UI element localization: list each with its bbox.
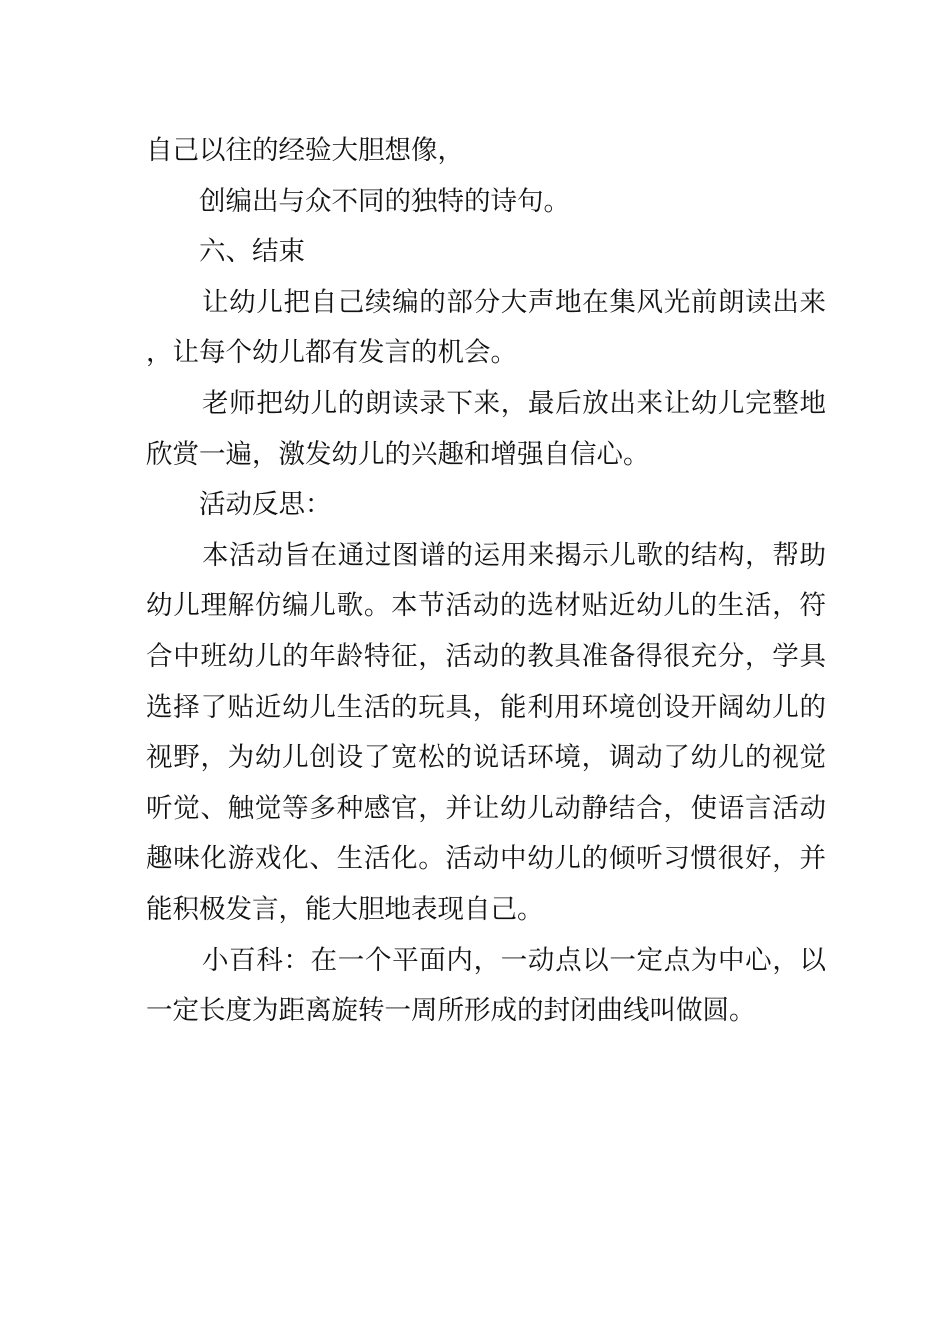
- paragraph-encyclopedia: 小百科：在一个平面内，一动点以一定点为中心，以一定长度为距离旋转一周所形成的封闭曲线叫做圆。: [146, 944, 826, 1027]
- paragraph-recording: 老师把幼儿的朗读录下来，最后放出来让幼儿完整地欣赏一遍，激发幼儿的兴趣和增强自信心。: [146, 387, 826, 470]
- paragraph-reflection: 本活动旨在通过图谱的运用来揭示儿歌的结构，帮助幼儿理解仿编儿歌。本节活动的选材贴近幼儿的生活，符合中班幼儿的年龄特征，活动的教具准备得很充分，学具选择了贴近幼儿生活的玩具，能利用环境创设开阔幼儿的视野，为幼儿创设了宽松的说话环境，调动了幼儿的视觉听觉、触觉等多种感官，并让幼儿动静结合，使语言活动趣味化游戏化、生活化。活动中幼儿的倾听习惯很好，并能积极发言，能大胆地表现自己。: [146, 539, 826, 925]
- section-heading-ending: 六、结束: [199, 236, 305, 268]
- paragraph-read-aloud: 让幼儿把自己续编的部分大声地在集风光前朗读出来，让每个幼儿都有发言的机会。: [146, 286, 826, 369]
- paragraph-poem-line: 创编出与众不同的独特的诗句。: [199, 185, 570, 217]
- section-heading-reflection: 活动反思：: [199, 489, 332, 521]
- document-body: [146, 126, 826, 1037]
- paragraph-continuation: 自己以往的经验大胆想像，: [146, 135, 464, 166]
